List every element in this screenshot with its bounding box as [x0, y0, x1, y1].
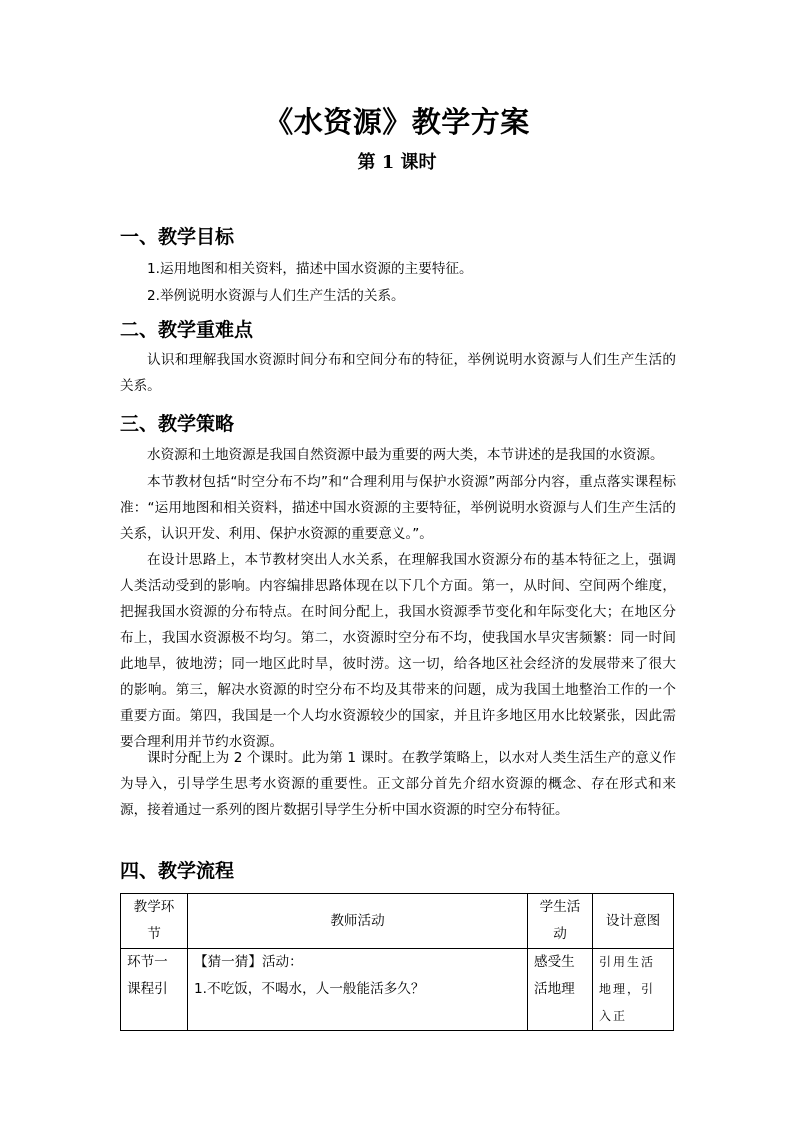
section-heading-flow: 四、教学流程 — [120, 860, 235, 882]
strategy-paragraph: 水资源和土地资源是我国自然资源中最为重要的两大类，本节讲述的是我国的水资源。 — [147, 447, 664, 463]
table-cell-student: 感受生活地理 — [528, 949, 593, 1031]
goal-item: 2.举例说明水资源与人们生产生活的关系。 — [147, 288, 405, 304]
table-row — [121, 949, 674, 1031]
key-points-paragraph: 认识和理解我国水资源时间分布和空间分布的特征，举例说明水资源与人们生产生活的关系。 — [120, 352, 676, 394]
section-heading-strategy: 三、教学策略 — [120, 413, 235, 435]
teacher-activity-line: 1.不吃饭，不喝水，人一般能活多久？ — [194, 981, 425, 997]
table-cell-stage: 环节一课程引 — [121, 949, 188, 1031]
strategy-paragraph: 本节教材包括“时空分布不均”和“合理利用与保护水资源”两部分内容，重点落实课程标准：“运用地图和相关资料，描述中国水资源的主要特征，举例说明水资源与人们生产生活的关系，认识开发、利用、保护水资源的重要意义。”。 — [120, 474, 676, 542]
strategy-paragraph: 课时分配上为 2 个课时。此为第 1 课时。在教学策略上，以水对人类生活生产的意义作为导入，引导学生思考水资源的重要性。正文部分首先介绍水资源的概念、存在形式和来源，接着通过一系列的图片数据引导学生分析中国水资源的时空分布特征。 — [120, 750, 676, 818]
teaching-flow-table — [120, 893, 674, 1031]
table-cell-teacher — [188, 949, 528, 1031]
section-heading-goals: 一、教学目标 — [120, 226, 235, 248]
table-cell-intent: 引用生活地理，引入正 — [593, 949, 674, 1031]
table-header-cell: 教学环节 — [121, 894, 188, 949]
document-subtitle: 第 1 课时 — [357, 152, 437, 173]
section-heading-key-points: 二、教学重难点 — [120, 319, 254, 341]
table-header-row — [121, 894, 674, 949]
table-header-cell: 学生活动 — [528, 894, 593, 949]
document-title: 《水资源》教学方案 — [264, 105, 530, 139]
strategy-paragraph: 在设计思路上，本节教材突出人水关系，在理解我国水资源分布的基本特征之上，强调人类活动受到的影响。内容编排思路体现在以下几个方面。第一，从时间、空间两个维度，把握我国水资源的分布特点。在时间分配上，我国水资源季节变化和年际变化大；在地区分布上，我国水资源极不均匀。第二，水资源时空分布不均，使我国水旱灾害频繁：同一时间此地旱，彼地涝；同一地区此时旱，彼时涝。这一切，给各地区社会经济的发展带来了很大的影响。第三，解决水资源的时空分布不均及其带来的问题，成为我国土地整治工作的一个重要方面。第四，我国是一个人均水资源较少的国家，并且许多地区用水比较紧张，因此需要合理利用并节约水资源。 — [120, 552, 676, 750]
goal-item: 1.运用地图和相关资料，描述中国水资源的主要特征。 — [147, 261, 473, 277]
teacher-activity-line: 【猜一猜】活动： — [194, 954, 303, 970]
table-header-cell: 设计意图 — [593, 894, 674, 949]
table-header-cell: 教师活动 — [188, 894, 528, 949]
